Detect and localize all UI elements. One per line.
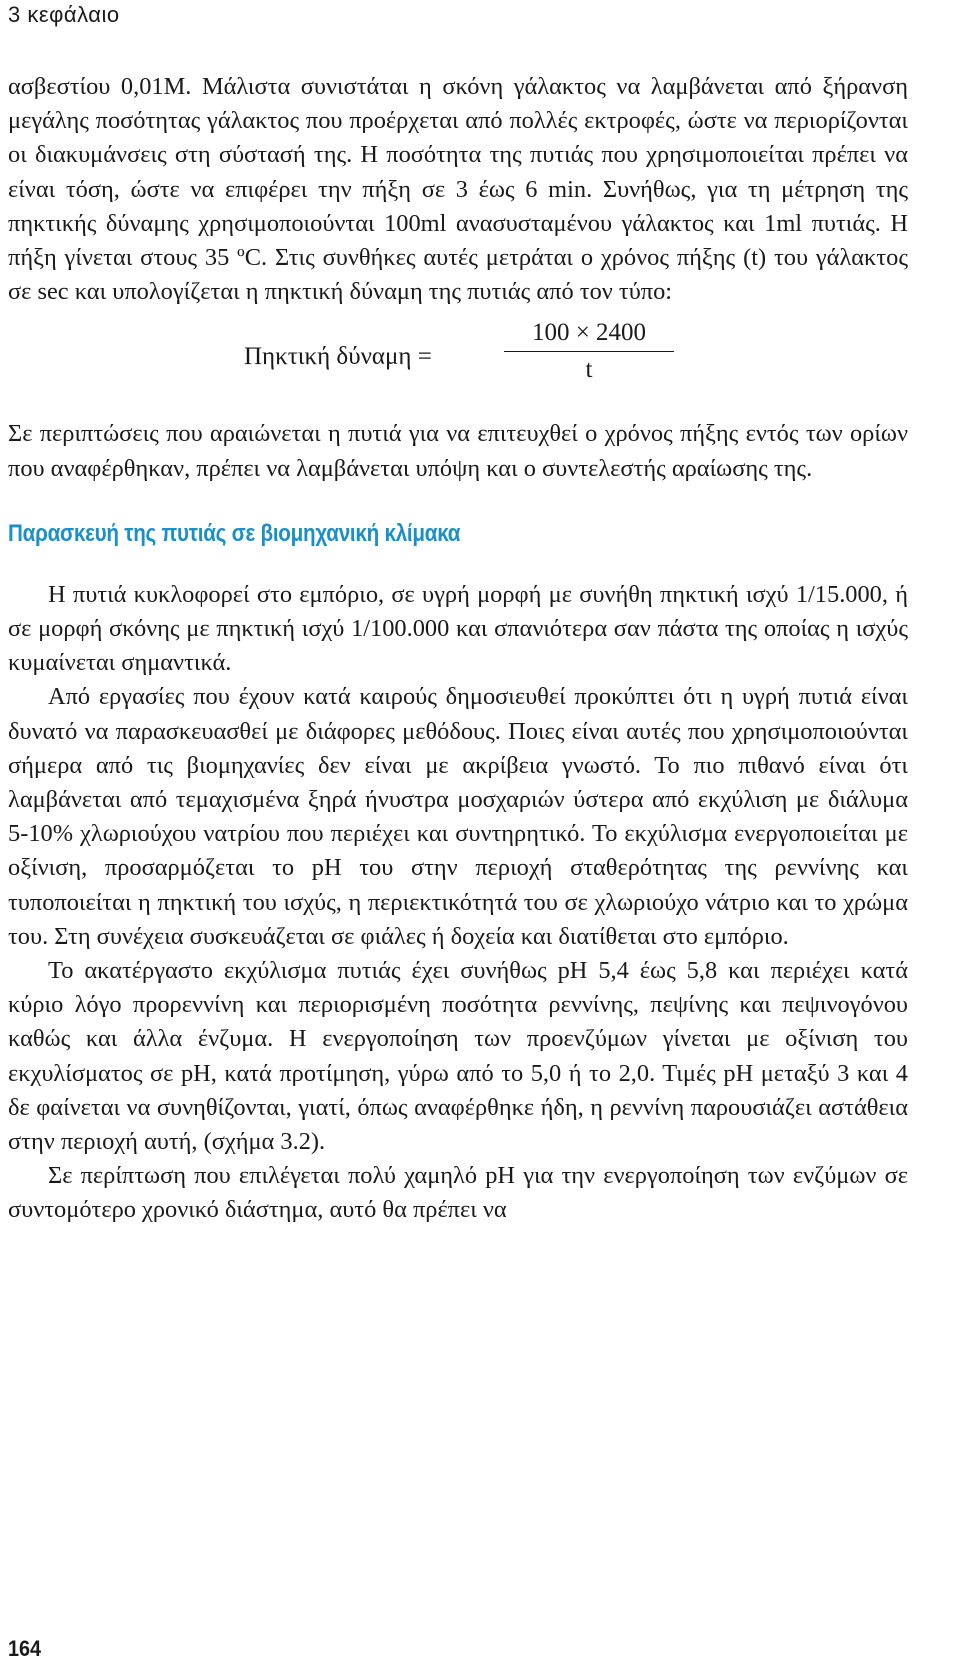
paragraph-market-forms: Η πυτιά κυκλοφορεί στο εμπόριο, σε υγρή μορφή με συνήθη πηκτική ισχύ 1/15.000, ή σε μορφή σκόνης με πηκτική ισχύ 1/100.000 και σπανιότερα σαν πάστα της οποίας η ισχύς κυμαίνεται σημαντικά. [8,580,908,677]
chapter-header: 3 κεφάλαιο [8,2,120,27]
formula-denominator: t [585,356,593,384]
paragraph-dilution: Σε περιπτώσεις που αραιώνεται η πυτιά για να επιτευχθεί ο χρόνος πήξης εντός των ορίων που αναφέρθηκαν, πρέπει να λαμβάνεται υπόψη και ο συντελεστής αραίωσης της. [8,420,908,482]
paragraph-low-ph: Σε περίπτωση που επιλέγεται πολύ χαμηλό pH για την ενεργοποίηση των ενζύμων σε συντομότερο χρονικό διάστημα, αυτό θα πρέπει να [8,1162,908,1224]
page-number: 164 [8,1636,42,1661]
formula-lhs: Πηκτική δύναμη = [244,343,432,371]
section-title: Παρασκευή της πυτιάς σε βιομηχανική κλίμακα [8,519,461,547]
paragraph-preparation-methods: Από εργασίες που έχουν κατά καιρούς δημοσιευθεί προκύπτει ότι η υγρή πυτιά είναι δυνατό να παρασκευασθεί με διάφορες μεθόδους. Ποιες είναι αυτές που χρησιμοποιούνται σήμερα από τις βιομηχανίες δεν είναι με ακρίβεια γνωστό. Το πιο πιθανό είναι ότι λαμβάνεται από τεμαχισμένα ξηρά ήνυστρα μοσχαριών ύστερα από εκχύλιση με διάλυμα 5-10% χλωριούχου νατρίου που περιέχει και συντηρητικό. Το εκχύλισμα ενεργοποιείται με οξίνιση, προσαρμόζεται το pH του στην περιοχή σταθερότητας της ρεννίνης και τυποποιείται η πηκτική του ισχύς, η περιεκτικότητά του σε χλωριούχο νάτριο και το χρώμα του. Στη συνέχεια συσκευάζεται σε φιάλες ή δοχεία και διατίθεται στο εμπόριο. [8,683,908,950]
formula-fraction [504,319,674,384]
page-content [8,70,908,1228]
paragraph-crude-extract: Το ακατέργαστο εκχύλισμα πυτιάς έχει συνήθως pH 5,4 έως 5,8 και περιέχει κατά κύριο λόγο προρεννίνη και περιορισμένη ποσότητα ρεννίνης, πεψίνης και πεψινογόνου καθώς και άλλα ένζυμα. Η ενεργοποίηση των προενζύμων γίνεται με οξίνιση του εκχυλίσματος σε pH, κατά προτίμηση, γύρω από το 5,0 ή το 2,0. Τιμές pH μεταξύ 3 και 4 δε φαίνεται να συνηθίζονται, γιατί, όπως αναφέρθηκε ήδη, η ρεννίνη παρουσιάζει αστάθεια στην περιοχή αυτή, (σχήμα 3.2). [8,957,908,1156]
paragraph-intro: ασβεστίου 0,01Μ. Μάλιστα συνιστάται η σκόνη γάλακτος να λαμβάνεται από ξήρανση μεγάλης ποσότητας γάλακτος που προέρχεται από πολλές εκτροφές, ώστε να περιορίζονται οι διακυμάνσεις στη σύστασή της. Η ποσότητα της πυτιάς που χρησιμοποιείται πρέπει να είναι τόση, ώστε να επιφέρει την πήξη σε 3 έως 6 min. Συνήθως, για τη μέτρηση της πηκτικής δύναμης χρησιμοποιούνται 100ml ανασυσταμένου γάλακτος και 1ml πυτιάς. Η πήξη γίνεται στους 35 ºC. Στις συνθήκες αυτές μετράται ο χρόνος πήξης (t) του γάλακτος σε sec και υπολογίζεται η πηκτική δύναμη της πυτιάς από τον τύπο: [8,73,908,306]
formula-numerator: 100 × 2400 [531,319,647,347]
coagulation-strength-formula [8,319,908,403]
